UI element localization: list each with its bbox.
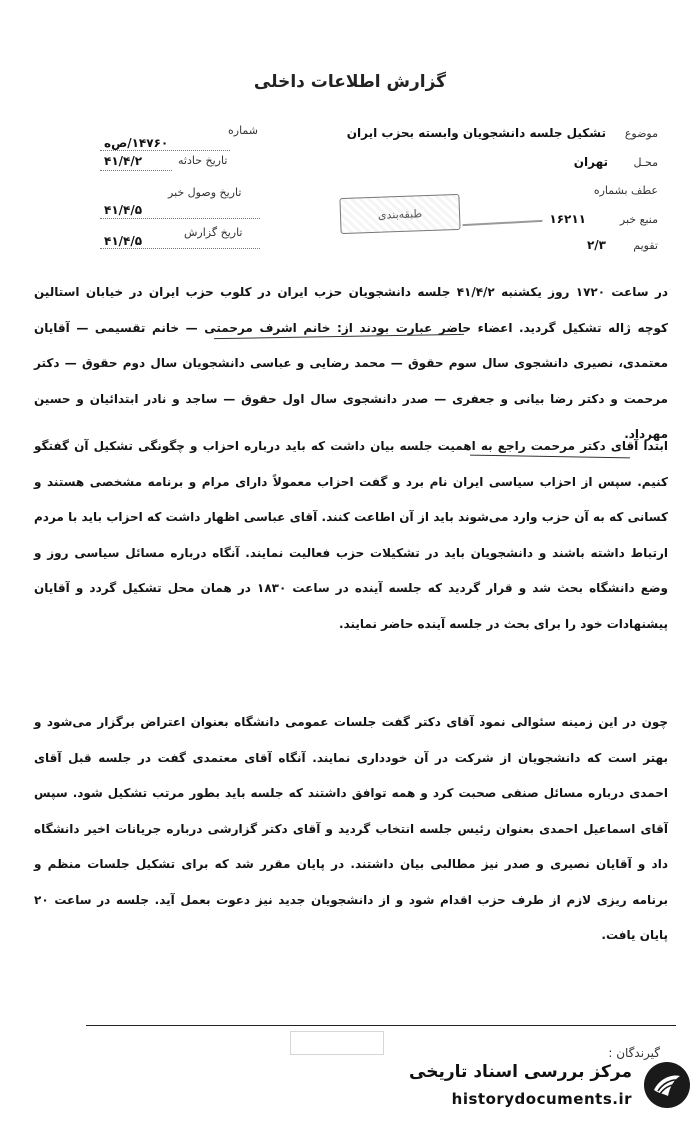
source-label: منبع خبر bbox=[619, 213, 658, 226]
watermark-logo bbox=[409, 1058, 692, 1118]
report-date-value: ۴۱/۴/۵ bbox=[104, 234, 143, 248]
stamp-text: طبقه‌بندی bbox=[377, 206, 423, 222]
source-value: ۱۶۲۱۱ bbox=[549, 212, 586, 226]
report-date-line bbox=[100, 248, 260, 249]
document-title: گزارش اطلاعات داخلی bbox=[253, 72, 447, 92]
subject-value: تشکیل جلسه دانشجویان وابسته بحزب ایران bbox=[346, 126, 606, 140]
subject-label: موضوع bbox=[624, 127, 658, 140]
rating-value: ۲/۳ bbox=[586, 238, 606, 252]
number-line bbox=[100, 150, 230, 151]
book-scroll-icon bbox=[642, 1060, 692, 1110]
receipt-date-line bbox=[100, 218, 260, 219]
site-name: مرکز بررسی اسناد تاریخی bbox=[409, 1062, 632, 1082]
rating-label: تقویم bbox=[633, 239, 658, 252]
number-value: ۱۴۷۶۰/ص‌ه bbox=[104, 136, 169, 150]
receipt-date-value: ۴۱/۴/۵ bbox=[104, 203, 143, 217]
event-date-label: تاریخ حادثه bbox=[178, 154, 228, 167]
body-paragraph-1: در ساعت ۱۷۲۰ روز یکشنبه ۴۱/۴/۲ جلسه دانشجویان حزب ایران در کلوب حزب ایران در خیابان استالین کوچه ژاله تشکیل گردید. اعضاء حاضر عبارت بودند از: خانم اشرف مرحمتی — خانم تقسیمی — آقایان معتمدی، نصیری دانشجوی سال سوم حقوق — محمد رضایی و عباسی دانشجویان سال دوم حقوق — دکتر مرحمت و دکتر رضا بیانی و جعفری — صدر دانشجوی سال اول حقوق — ساجد و نادر ابتدائیان و حسین مهرداد. bbox=[34, 285, 669, 441]
event-date-line bbox=[100, 170, 172, 171]
report-date-label: تاریخ گزارش bbox=[184, 226, 243, 239]
number-label: شماره bbox=[228, 124, 259, 137]
receipt-date-label: تاریخ وصول خبر bbox=[168, 186, 242, 199]
classification-stamp bbox=[339, 194, 460, 234]
body-paragraph-3: چون در این زمینه سئوالی نمود آقای دکتر گفت جلسات عمومی دانشگاه بعنوان اعتراض برگزار می‌شود و بهتر است که دانشجویان از شرکت در آن خودداری نمایند. آنگاه آقای معتمدی گفت در جلسه قبل آقای احمدی درباره مسائل صنفی صحبت کرد و همه توافق داشتند که جلسه باید بطور مرتب تشکیل شود. سپس آقای اسماعیل احمدی بعنوان رئیس جلسه انتخاب گردید و آقای دکتر گزارشی درباره جریانات اخیر دانشگاه داد و آقایان نصیری و صدر نیز مطالبی بیان داشتند. در پایان مقرر شد که برای تشکیل جلسات منظم و برنامه ریزی لازم از طرف حزب اقدام شود و از دانشجویان جدید نیز دعوت بعمل آید. جلسه در ساعت ۲۰ پایان یافت. bbox=[34, 715, 668, 942]
place-label: محـل bbox=[633, 156, 658, 169]
faint-stamp-mark bbox=[290, 1031, 384, 1055]
body-paragraph-2: ابتدا آقای دکتر مرحمت راجع به اهمیت جلسه بیان داشت که باید درباره احزاب و چگونگی تشکیل آن گفتگو کنیم. سپس از احزاب سیاسی ایران نام برد و گفت احزاب معمولاً دارای مرام و برنامه مشخصی هستند و کسانی که به آن حزب وارد می‌شوند باید از آن اطاعت کنند. آقای عباسی اظهار داشت که احزاب باید با مردم ارتباط داشته باشند و دانشجویان باید در تشکیلات حزب فعالیت نمایند. آنگاه درباره مسائل سیاسی روز و وضع دانشگاه بحث شد و قرار گردید که جلسه آینده در ساعت ۱۸۳۰ در همان محل تشکیل گردد و آقایان پیشنهادات خود را برای بحث در جلسه آینده حاضر نمایند. bbox=[34, 439, 668, 631]
stamp-smudge bbox=[462, 202, 543, 226]
recipients-label: گیرندگان : bbox=[608, 1046, 660, 1060]
ref-label: عطف بشماره bbox=[593, 184, 658, 197]
place-value: تهران bbox=[573, 155, 608, 169]
event-date-value: ۴۱/۴/۲ bbox=[104, 154, 143, 168]
footer-rule bbox=[86, 1025, 676, 1026]
site-url: historydocuments.ir bbox=[451, 1090, 632, 1108]
